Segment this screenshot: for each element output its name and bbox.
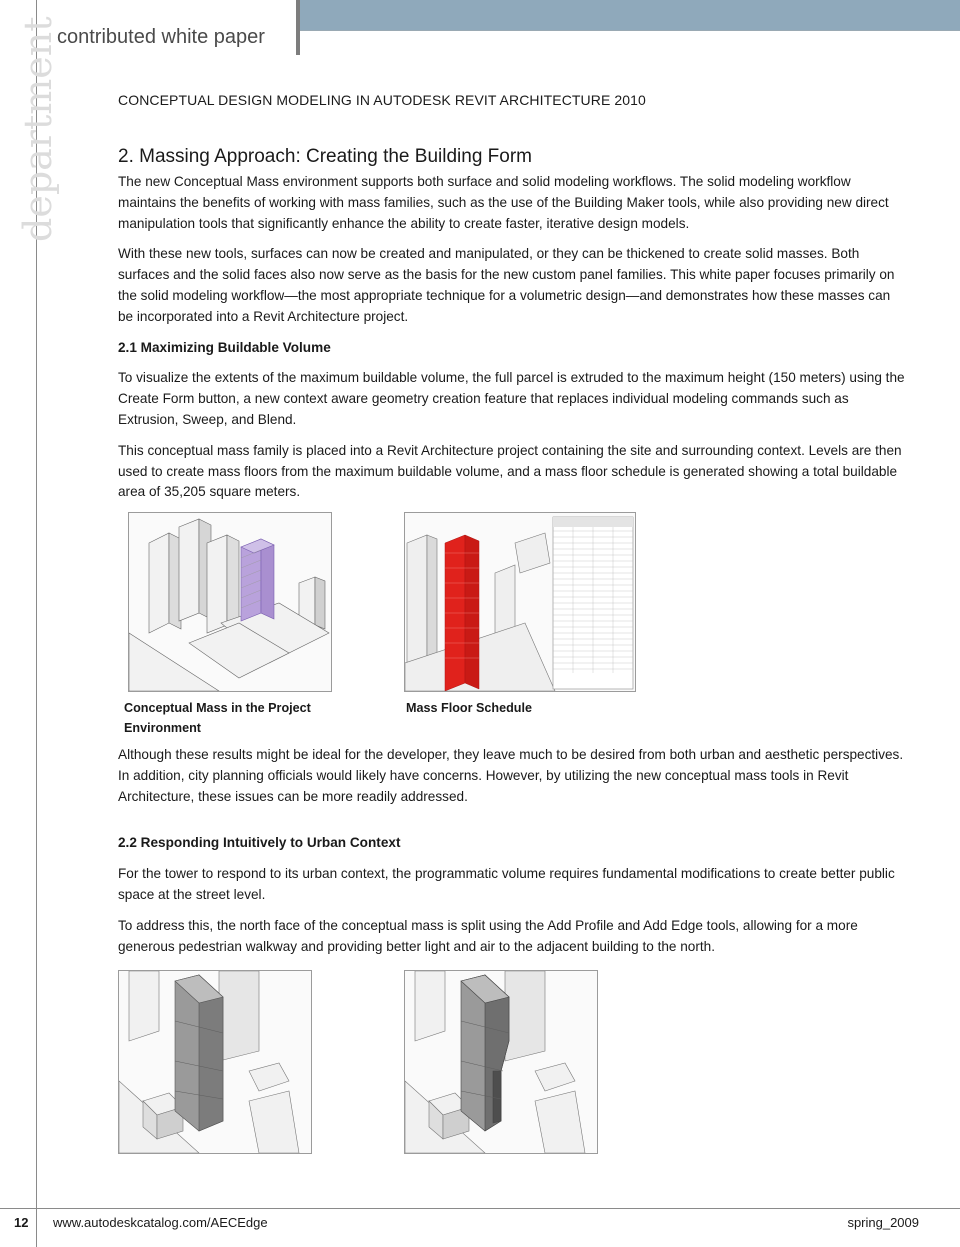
footer-margin-rule [36,1208,37,1247]
header-bar [300,0,960,30]
document-title: CONCEPTUAL DESIGN MODELING IN AUTODESK REVIT ARCHITECTURE 2010 [118,92,646,108]
issue-label: spring_2009 [847,1215,919,1230]
paragraph: For the tower to respond to its urban context, the programmatic volume requires fundamental modifications to create better public space at the street level. [118,866,895,902]
paragraph: This conceptual mass family is placed into a Revit Architecture project containing the site and surrounding context. Levels are then used to create mass floors from the maximum buildable volume, and a mass floor schedule is generated showing a total buildable area of 35,205 square meters. [118,442,902,500]
paragraph: To address this, the north face of the conceptual mass is split using the Add Profile and Add Edge tools, allowing for a more generous pedestrian walkway and providing better light and air to the adjacent building to the north. [118,917,858,954]
section-heading: 2. Massing Approach: Creating the Building Form [118,146,532,167]
paragraph: Although these results might be ideal for the developer, they leave much to be desired from both urban and aesthetic perspectives. In addition, city planning officials would likely have concerns. However, by utilizing the new conceptual mass tools in Revit Architecture, these issues can be more readily addressed. [118,747,904,804]
section-label: contributed white paper [57,26,265,48]
paragraph: The new Conceptual Mass environment supports both surface and solid modeling workflows. The solid modeling workflow maintains the benefits of working with mass families, such as the use of the Building Maker tools, while also providing new direct manipulation tools that significantly enhance the ability to create faster, iterative design models. [118,174,889,231]
page-number: 12 [14,1215,29,1230]
figure-caption: Mass Floor Schedule [406,701,532,715]
figure-tower-after [404,970,598,1154]
figure-caption: Conceptual Mass in the Project Environment [124,701,311,735]
figure-mass-floor-schedule [404,512,636,692]
header-underline [300,30,960,31]
figure-conceptual-mass [128,512,332,692]
paragraph: To visualize the extents of the maximum buildable volume, the full parcel is extruded to the maximum height (150 meters) using the Create Form button, a new context aware geometry creation feature that replaces individual modeling commands such as Extrusion, Sweep, and Blend. [118,370,905,427]
subsection-heading: 2.1 Maximizing Buildable Volume [118,339,331,355]
article-body [118,92,908,513]
footer-rule [0,1208,960,1209]
paragraph: With these new tools, surfaces can now be created and manipulated, or they can be thickened to create solid masses. Both surfaces and the solid faces also now serve as the basis for the new custom panel families. This white paper focuses primarily on the solid modeling workflow—the most appropriate technique for a volumetric design—and demonstrates how these masses can be incorporated into a Revit Architecture project. [118,246,895,324]
article-body-continued [118,745,908,967]
footer-url-link[interactable]: www.autodeskcatalog.com/AECEdge [53,1215,268,1230]
department-label: department [16,16,60,242]
figure-tower-before [118,970,312,1154]
subsection-heading: 2.2 Responding Intuitively to Urban Context [118,835,401,851]
